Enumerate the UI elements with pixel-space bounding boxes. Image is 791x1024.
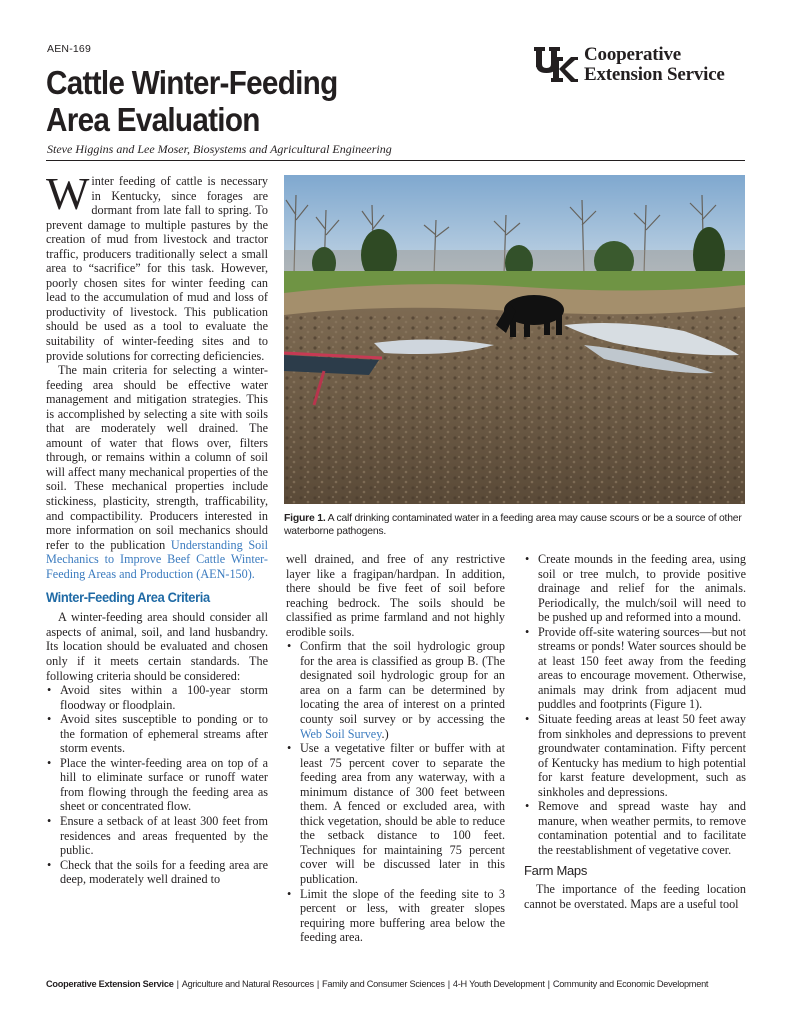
logo-line-2: Extension Service: [584, 64, 725, 85]
criteria-list-column-3: [524, 552, 746, 857]
hydrologic-text-end: .): [381, 726, 389, 741]
logo-line-1: Cooperative: [584, 44, 681, 65]
figure-caption-text: A calf drinking contaminated water in a feeding area may cause scours or be a source of other waterborne pathogens.: [284, 513, 742, 537]
column-1: [46, 168, 269, 887]
footer-item: Agriculture and Natural Resources: [181, 979, 314, 989]
column-2: [286, 552, 505, 945]
figure-label: Figure 1.: [284, 513, 326, 524]
header-divider: [46, 160, 745, 161]
title-line-1: Cattle Winter-Feeding: [46, 64, 338, 101]
soil-mechanics-link[interactable]: Understanding Soil Mechanics to Improve Beef Cattle Winter-Feeding Areas and Production (AEN-150).: [46, 537, 269, 581]
extension-logo: [533, 45, 746, 85]
list-item: • Ensure a setback of at least 300 feet from residences and areas frequented by the public.: [46, 814, 268, 858]
hydrologic-text: Confirm that the soil hydrologic group for the area is classified as group B. (The designated soil hydrologic group for an area on a farm can be determined by locating the area of interest on a printed county soil survey or by accessing the: [300, 639, 505, 727]
uk-logo-icon: [533, 45, 579, 83]
criteria-list: [46, 683, 268, 887]
drop-cap: W: [46, 168, 90, 219]
list-item: • Create mounds in the feeding area, using soil or tree mulch, to provide positive drainage and relief for the animals. Periodically, the mulch/soil will need to be pushed up and reformed into a mound.: [524, 552, 746, 625]
figure-1-caption: [284, 512, 746, 538]
criteria-text: The main criteria for selecting a winter-feeding area should be effective water management and mitigation strategies. This is accomplished by selecting a site with soils that are moderately well drained. The amount of water that flows over, filters through, or remains within a column of soil will affect many mechanical properties of the soil. These mechanical properties include stickiness, plasticity, strength, trafficability, and compactibility. Producers interested in more information on soil mechanics should refer to the publication: [46, 363, 268, 552]
list-item: • Situate feeding areas at least 50 feet away from sinkholes and depressions to prevent groundwater contamination. Fifty percent of Kentucky has medium to high potential for karst feature development, such as sinkholes and depressions.: [524, 712, 746, 799]
farm-maps-paragraph: The importance of the feeding location cannot be overstated. Maps are a useful tool: [524, 882, 746, 912]
page-title: [46, 64, 343, 138]
list-item: • Avoid sites susceptible to ponding or to the formation of ephemeral streams after storm events.: [46, 712, 268, 756]
soil-continued-text: well drained, and free of any restrictive layer like a fragipan/hardpan. In addition, there should be five feet of soil before reaching bedrock. The soils should be classified as prime farmland and not highly erodible soils.: [286, 552, 505, 639]
section-heading-farm-maps: Farm Maps: [524, 863, 588, 879]
criteria-list-continued: [286, 639, 505, 944]
list-item: • Provide off-site watering sources—but not streams or ponds! Water sources should be at least 150 feet away from the feeding areas to encourage movement. Otherwise, animals may drink from adjacent mud puddles and footprints (Figure 1).: [524, 625, 746, 712]
footer-item: 4-H Youth Development: [452, 979, 545, 989]
intro-paragraph: [46, 168, 268, 363]
list-item: • Check that the soils for a feeding area are deep, moderately well drained to: [46, 858, 268, 887]
figure-1-photo: [284, 175, 745, 504]
criteria-paragraph: [46, 363, 268, 581]
publication-number: AEN-169: [47, 43, 92, 55]
list-item: • Use a vegetative filter or buffer with at least 75 percent cover to separate the feeding area from any waterway, with a minimum distance of 300 feet between them. A fenced or excluded area, with thick vegetation, should be able to reduce the setback distance to 100 feet. Techniques for maintaining 75 percent cover will be discussed later in this publication.: [286, 741, 505, 886]
husbandry-paragraph: A winter-feeding area should consider all aspects of animal, soil, and land husbandry. Its location should be evaluated and chosen only if it meets certain standards. The following criteria should be considered:: [46, 610, 268, 683]
list-item: • Avoid sites within a 100-year storm floodway or floodplain.: [46, 683, 268, 712]
web-soil-survey-link[interactable]: Web Soil Survey: [300, 726, 382, 741]
section-heading-criteria: Winter-Feeding Area Criteria: [46, 589, 210, 606]
title-line-2: Area Evaluation: [46, 101, 260, 138]
column-3: [524, 552, 746, 912]
footer-lead: Cooperative Extension Service: [46, 979, 174, 989]
footer-item: Community and Economic Development: [552, 979, 709, 989]
list-item: • Limit the slope of the feeding site to 3 percent or less, with greater slopes requiring more buffering area below the feeding area.: [286, 887, 505, 945]
logo-wordmark: [584, 45, 725, 85]
footer-program-areas: Cooperative Extension Service | Agriculture and Natural Resources | Family and Consumer Sciences | 4-H Youth Development | Community and Economic Development: [46, 979, 709, 989]
list-item: • Place the winter-feeding area on top of a hill to eliminate surface or runoff water from flowing through the feeding area as sheet or concentrated flow.: [46, 756, 268, 814]
intro-text: inter feeding of cattle is necessary in Kentucky, since forages are dormant from late fall to spring. To prevent damage to multiple pastures by the creation of mud from livestock and tractor traffic, producers traditionally select a small area to “sacrifice” for this task. However, poorly chosen sites for winter feeding can lead to the accumulation of mud and loss of productivity of livestock. This publication should be used as a tool to evaluate the suitability of winter-feeding sites and to provide solutions for correcting deficiencies.: [46, 174, 268, 363]
list-item: • Remove and spread waste hay and manure, when weather permits, to remove contamination potential and to facilitate the reestablishment of vegetative cover.: [524, 799, 746, 857]
footer-item: Family and Consumer Sciences: [322, 979, 445, 989]
list-item: [286, 639, 505, 741]
author-line: Steve Higgins and Lee Moser, Biosystems and Agricultural Engineering: [47, 142, 392, 156]
